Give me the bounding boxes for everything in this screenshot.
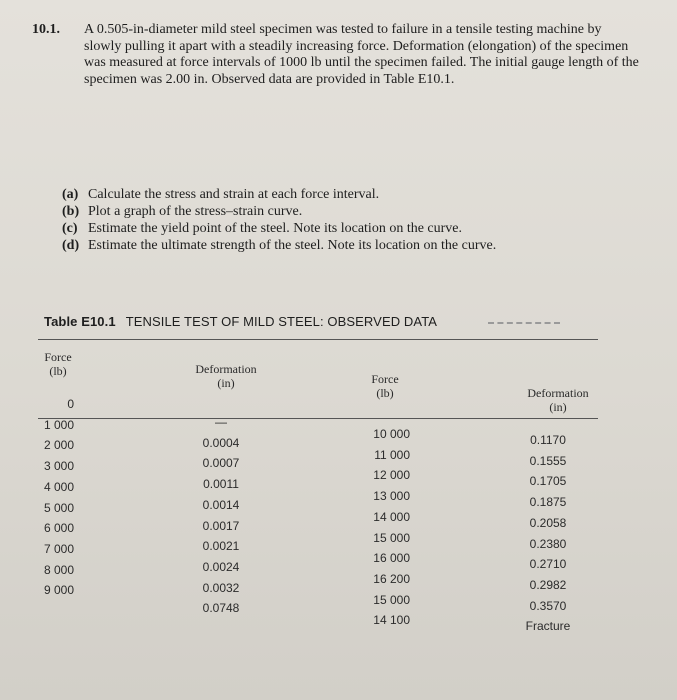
problem-text: A 0.505-in-diameter mild steel specimen was tested to failure in a tensile testing machine by slowly pulling it apart with a steadily increasing force. Deformation (elongation) of the specimen was measured at force intervals of 1000 lb until the specimen failed. The initial gauge length of the specimen was 2.00 in. Observed data are provided in Table E10.1. <box>84 22 639 87</box>
table-cell: 14 100 <box>373 613 410 628</box>
table-number: Table E10.1 <box>44 314 116 329</box>
table-cell: 2 000 <box>43 438 74 453</box>
table-cell: 0.0011 <box>203 477 239 492</box>
header-deformation-left: Deformation (in) <box>195 362 257 390</box>
header-force-left: Force (lb) <box>44 350 72 378</box>
column-force-left <box>28 394 74 601</box>
table-cell: 3 000 <box>43 459 74 474</box>
table-cell: Fracture <box>525 619 571 634</box>
table-cell: 0.2058 <box>529 515 567 530</box>
table-cell: 11 000 <box>374 447 410 462</box>
table-cell: 4 000 <box>43 479 74 494</box>
table-cell: 0.0017 <box>202 518 240 533</box>
part-d <box>62 237 622 254</box>
column-deformation-right <box>510 430 586 637</box>
table-cell: 0.3570 <box>529 598 567 613</box>
table-cell: 0.2710 <box>529 557 567 572</box>
table-cell: 0.0032 <box>202 580 240 595</box>
table-title <box>44 314 564 329</box>
problem-parts <box>62 186 622 254</box>
table-cell: 9 000 <box>43 583 74 598</box>
table-cell: 12 000 <box>373 468 410 483</box>
table-cell: 0.1875 <box>529 495 567 510</box>
table-top-rule <box>38 339 598 340</box>
table-cell: 0 <box>67 397 74 411</box>
table-cell: — <box>215 415 227 429</box>
part-text: Estimate the ultimate strength of the steel. Note its location on the curve. <box>88 238 497 253</box>
table-cell: 13 000 <box>373 489 410 504</box>
table-cell: 0.1170 <box>530 433 566 447</box>
part-text: Calculate the stress and strain at each force interval. <box>88 187 380 202</box>
part-label: (b) <box>62 204 80 219</box>
table-cell: 10 000 <box>373 427 410 441</box>
header-force-right: Force (lb) <box>371 372 399 400</box>
table-cell: 0.0007 <box>202 456 240 471</box>
part-label: (a) <box>62 187 79 202</box>
table-cell: 14 000 <box>373 509 410 524</box>
table-cell: 0.1555 <box>529 453 567 468</box>
part-c <box>62 220 622 237</box>
table-cell: 0.0014 <box>202 497 240 512</box>
table-cell: 0.2982 <box>529 577 567 592</box>
table-cell: 15 000 <box>373 592 410 607</box>
table-cell: 0.0024 <box>202 559 240 574</box>
header-bottom-rule <box>38 418 598 419</box>
problem-number: 10.1. <box>32 22 60 37</box>
header-deformation-right: Deformation (in) <box>527 386 589 414</box>
table-cell: 0.0021 <box>202 539 240 554</box>
part-label: (c) <box>62 221 78 236</box>
part-b <box>62 203 622 220</box>
table-cell: 16 200 <box>373 571 410 586</box>
table-cell: 15 000 <box>373 530 410 545</box>
table-cell: 16 000 <box>373 551 410 566</box>
part-text: Estimate the yield point of the steel. Note its location on the curve. <box>88 221 463 236</box>
table-cell: 0.2380 <box>529 536 567 551</box>
column-deformation-left <box>188 412 254 619</box>
part-text: Plot a graph of the stress–strain curve. <box>88 204 303 219</box>
table-cell: 7 000 <box>43 541 74 556</box>
problem-statement <box>32 22 642 88</box>
part-label: (d) <box>62 238 80 253</box>
column-force-right <box>336 424 410 631</box>
table-cell: 0.0748 <box>202 601 240 616</box>
table-cell: 8 000 <box>43 562 74 577</box>
part-a <box>62 186 622 203</box>
table-cell: 0.0004 <box>202 435 240 450</box>
table-cell: 1 000 <box>43 417 74 432</box>
table-cell: 6 000 <box>43 521 74 536</box>
table-caption: TENSILE TEST OF MILD STEEL: OBSERVED DATA <box>125 314 438 329</box>
table-cell: 5 000 <box>43 500 74 515</box>
table-cell: 0.1705 <box>529 474 567 489</box>
